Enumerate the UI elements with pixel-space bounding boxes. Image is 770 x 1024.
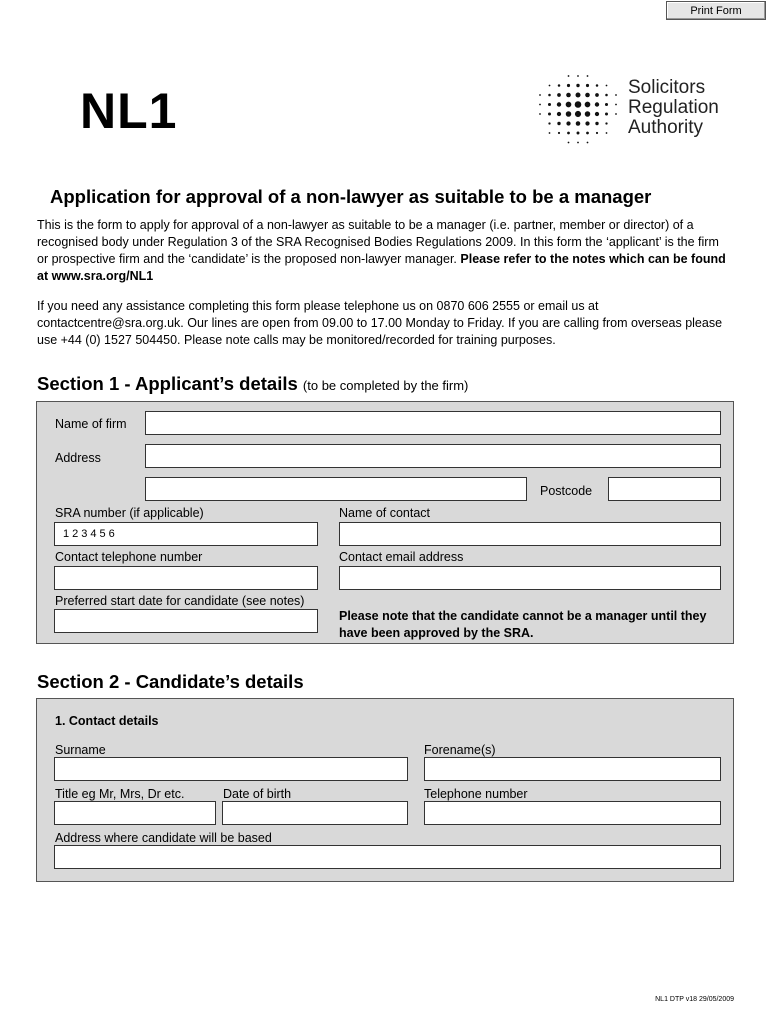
sra-logo-mark: [536, 72, 620, 148]
candidate-address-field[interactable]: [54, 845, 721, 869]
firm-name-label: Name of firm: [55, 417, 127, 431]
page-title: Application for approval of a non-lawyer as suitable to be a manager: [50, 186, 652, 207]
contact-phone-label: Contact telephone number: [55, 550, 203, 564]
section-1-note: (to be completed by the firm): [302, 378, 469, 393]
title-field[interactable]: [54, 801, 216, 825]
firm-name-field[interactable]: [145, 411, 721, 435]
address-line-1-field[interactable]: [145, 444, 721, 468]
section-1-title: Section 1 - Applicant’s details: [37, 373, 298, 394]
intro-paragraph-2: If you need any assistance completing this form please telephone us on 0870 606 2555 or email us at contactcentre@sra.org.uk. Our lines are open from 09.00 to 17.00 Monday to Friday. If you are calling from overseas please use +44 (0) 1527 504450. Please note calls may be monitored/recorded for training purposes.: [37, 299, 723, 347]
contact-phone-field[interactable]: [54, 566, 318, 590]
postcode-field[interactable]: [608, 477, 721, 501]
section-1-heading: [37, 373, 468, 395]
sra-number-label: SRA number (if applicable): [55, 506, 204, 520]
surname-field[interactable]: [54, 757, 408, 781]
address-line-2-field[interactable]: [145, 477, 527, 501]
address-label: Address: [55, 451, 101, 465]
intro-text: [37, 217, 727, 349]
contact-name-field[interactable]: [339, 522, 721, 546]
logo-line-1: Solicitors: [628, 77, 706, 98]
print-form-button[interactable]: Print Form: [666, 1, 766, 20]
logo-line-3: Authority: [628, 117, 703, 138]
start-date-field[interactable]: [54, 609, 318, 633]
contact-details-subheading: 1. Contact details: [55, 714, 159, 728]
approval-note: Please note that the candidate cannot be a manager until they have been approved by the SRA.: [339, 609, 707, 640]
contact-email-field[interactable]: [339, 566, 721, 590]
forenames-field[interactable]: [424, 757, 721, 781]
title-label: Title eg Mr, Mrs, Dr etc.: [55, 787, 185, 801]
logo-line-2: Regulation: [628, 97, 719, 118]
intro-paragraph-1-text: This is the form to apply for approval of a non-lawyer as suitable to be a manager (i.e. partner, member or director) of a recognised body under Regulation 3 of the SRA Recognised Bodies Regulations 2009. In this form the ‘applicant’ is the firm or prospective firm and the ‘candidate’ is the proposed non-lawyer manager.: [37, 218, 719, 266]
form-version-code: NL1 DTP v18 29/05/2009: [655, 996, 734, 1003]
candidate-address-label: Address where candidate will be based: [55, 831, 272, 845]
dob-field[interactable]: [222, 801, 408, 825]
contact-name-label: Name of contact: [339, 506, 431, 520]
telephone-field[interactable]: [424, 801, 721, 825]
contact-email-label: Contact email address: [339, 550, 464, 564]
start-date-label: Preferred start date for candidate (see notes): [55, 594, 305, 608]
telephone-label: Telephone number: [424, 787, 528, 801]
intro-paragraph-1: [37, 217, 727, 285]
sra-number-field[interactable]: 123456: [54, 522, 318, 546]
surname-label: Surname: [55, 743, 106, 757]
sra-logo-text: [628, 78, 719, 138]
section-2-heading: Section 2 - Candidate’s details: [37, 671, 304, 692]
form-code: NL1: [80, 83, 178, 139]
notes-reference: Please refer to the notes which can be found at www.sra.org/NL1: [37, 252, 726, 283]
postcode-label: Postcode: [540, 484, 593, 498]
forenames-label: Forename(s): [424, 743, 496, 757]
dob-label: Date of birth: [223, 787, 292, 801]
